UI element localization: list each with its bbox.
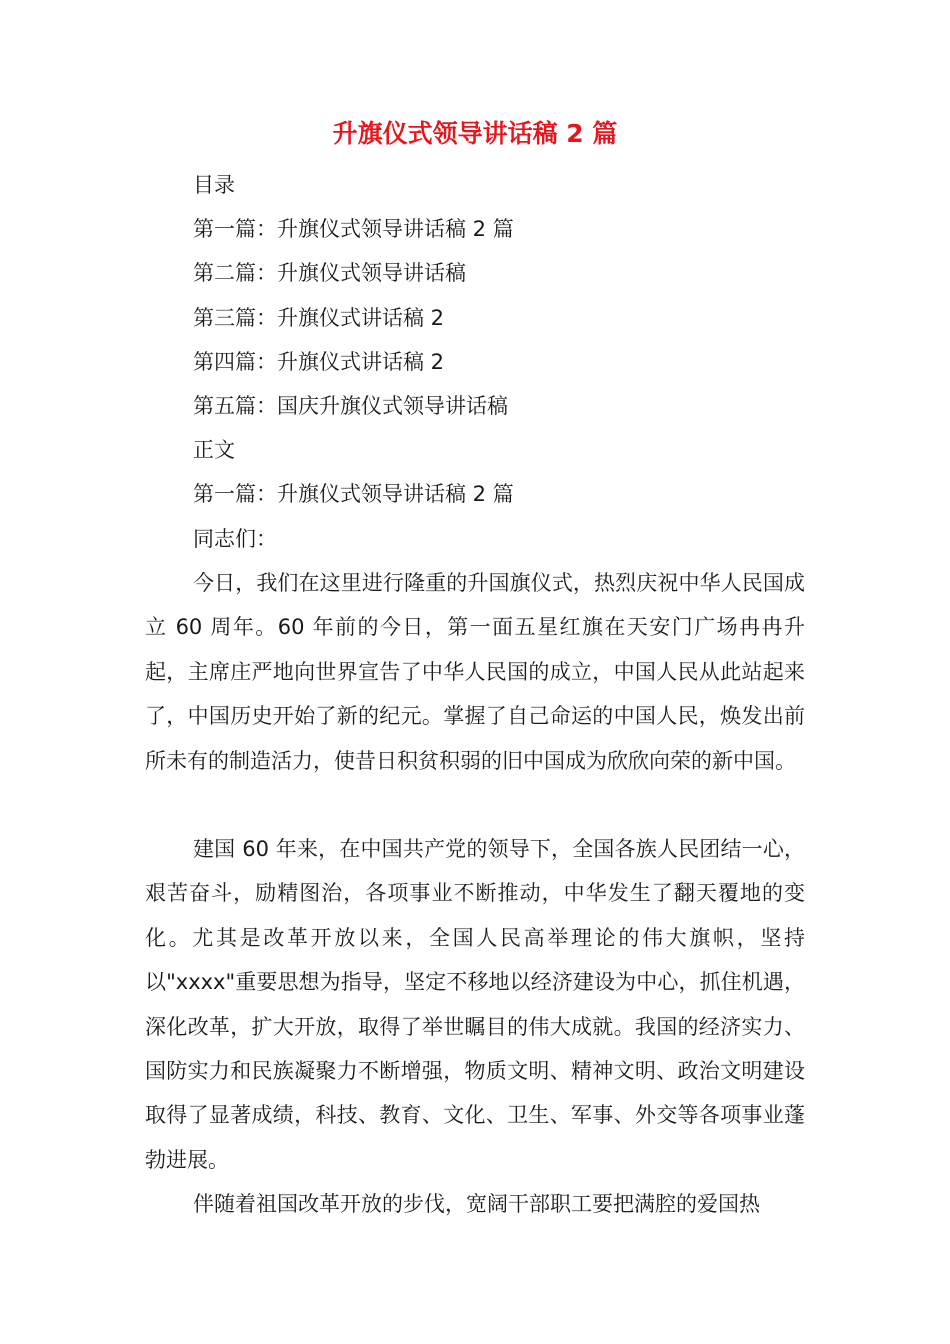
greeting: 同志们：	[193, 527, 277, 551]
toc-item-2: 第二篇：升旗仪式领导讲话稿	[193, 261, 466, 285]
toc-item-1: 第一篇：升旗仪式领导讲话稿 2 篇	[193, 217, 514, 241]
toc-heading: 目录	[193, 173, 235, 197]
toc-item-5: 第五篇：国庆升旗仪式领导讲话稿	[193, 394, 508, 418]
paragraph-3: 伴随着祖国改革开放的步伐，宽阔干部职工要把满腔的爱国热	[193, 1192, 760, 1216]
paragraph-1: 今日，我们在这里进行隆重的升国旗仪式，热烈庆祝中华人民国成立 60 周年。60 年前的今日，第一面五星红旗在天安门广场冉冉升起，主席庄严地向世界宣告了中华人民国的成立，中国人民从此站起来了，中国历史开始了新的纪元。掌握了自己命运的中国人民，焕发出前所未有的制造活力，使昔日积贫积弱的旧中国成为欣欣向荣的新中国。	[145, 571, 805, 773]
toc-item-4: 第四篇：升旗仪式讲话稿 2	[193, 350, 445, 374]
document-title: 升旗仪式领导讲话稿 2 篇	[332, 119, 618, 148]
paragraph-2: 建国 60 年来，在中国共产党的领导下，全国各族人民团结一心，艰苦奋斗，励精图治，各项事业不断推动，中华发生了翻天覆地的变化。尤其是改革开放以来，全国人民高举理论的伟大旗帜，坚持以"xxxx"重要思想为指导，坚定不移地以经济建设为中心，抓住机遇，深化改革，扩大开放，取得了举世瞩目的伟大成就。我国的经济实力、国防实力和民族凝聚力不断增强，物质文明、精神文明、政治文明建设取得了显著成绩，科技、教育、文化、卫生、军事、外交等各项事业蓬勃进展。	[145, 837, 805, 1172]
section-title: 第一篇：升旗仪式领导讲话稿 2 篇	[193, 482, 514, 506]
toc-item-3: 第三篇：升旗仪式讲话稿 2	[193, 306, 445, 330]
body-heading: 正文	[193, 438, 235, 462]
